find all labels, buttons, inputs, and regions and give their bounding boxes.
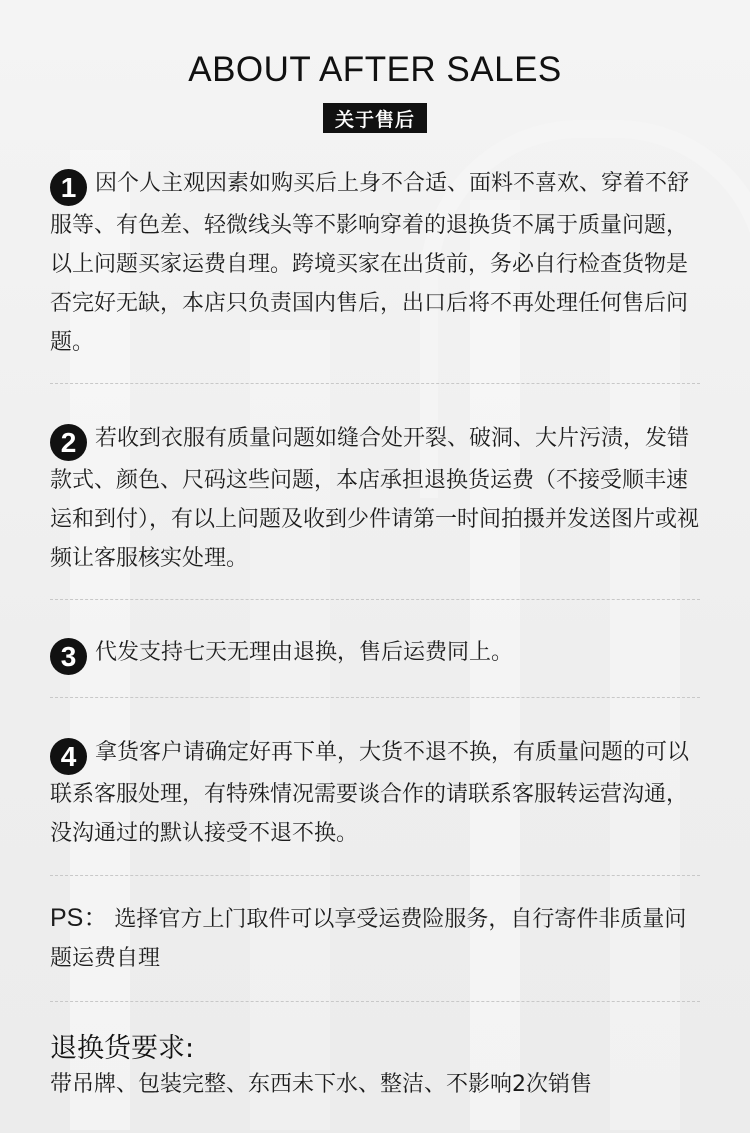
divider (50, 875, 700, 876)
policy-text-2: 若收到衣服有质量问题如缝合处开裂、破洞、大片污渍，发错款式、颜色、尺码这些问题，本店承担退换货运费（不接受顺丰速运和到付），有以上问题及收到少件请第一时间拍摄并发送图片或视频让客服核实处理。 (50, 426, 700, 571)
title-badge: 关于售后 (323, 103, 427, 133)
divider (50, 383, 700, 384)
policy-text-1: 因个人主观因素如购买后上身不合适、面料不喜欢、穿着不舒服等、有色差、轻微线头等不影响穿着的退换货不属于质量问题，以上问题买家运费自理。跨境买家在出货前，务必自行检查货物是否完好无缺，本店只负责国内售后，出口后将不再处理任何售后问题。 (50, 171, 690, 355)
policy-item-2 (50, 419, 705, 578)
divider (50, 1001, 700, 1002)
number-badge-1: 1 (50, 169, 87, 206)
ps-text: 选择官方上门取件可以享受运费险服务，自行寄件非质量问题运费自理 (50, 907, 687, 971)
ps-note (50, 899, 705, 978)
policy-text-4: 拿货客户请确定好再下单，大货不退不换，有质量问题的可以联系客服处理，有特殊情况需要谈合作的请联系客服转运营沟通，没沟通过的默认接受不退不换。 (50, 740, 690, 846)
policy-text-3: 代发支持七天无理由退换，售后运费同上。 (95, 640, 514, 665)
divider (50, 697, 700, 698)
page-title: ABOUT AFTER SALES (188, 50, 562, 89)
number-badge-4: 4 (50, 738, 87, 775)
policy-item-1 (50, 164, 705, 362)
policy-item-4 (50, 733, 705, 853)
requirements-text: 带吊牌、包装完整、东西未下水、整洁、不影响2次销售 (50, 1072, 592, 1097)
ps-label: PS： (50, 904, 109, 932)
number-badge-3: 3 (50, 638, 87, 675)
policy-item-3 (50, 633, 705, 675)
requirements-title: 退换货要求: (50, 1033, 195, 1064)
divider (50, 599, 700, 600)
number-badge-2: 2 (50, 424, 87, 461)
